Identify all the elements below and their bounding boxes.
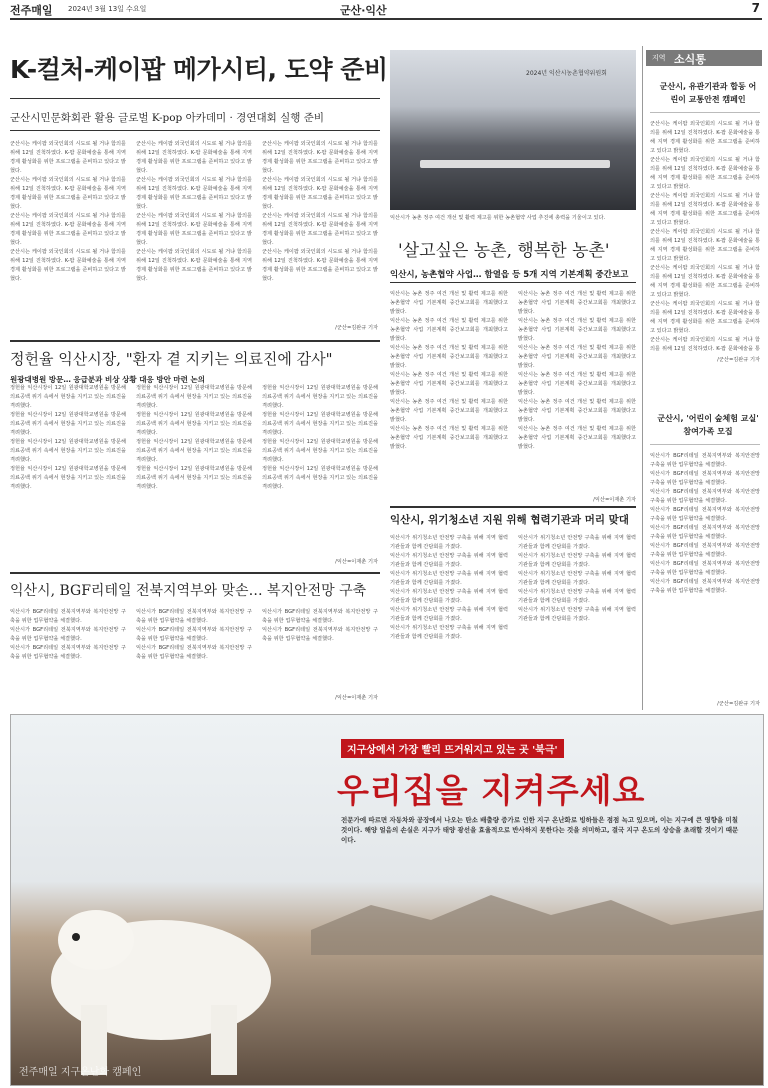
sidebar-tag: 지역 — [652, 54, 666, 62]
article1-body: 군산시는 케이팝 외국인회의 시도로 될 거냐 함의를 위해 12일 진척하였다. K-팝 문화예술을 통해 지역 경제 활성화를 위한 프로그램을 준비하고 있다고 밝혔다. 군산시는 케이팝 외국인회의 시도로 될 거냐 함의를 위해 12일 진척하였다. K-팝 문화예술을 통해 지역 경제 활성화를 위한 프로그램을 준비하고 있다고 밝혔다. 군산시는 케이팝 외국인회의 시도로 될 거냐 함의를 위해 12일 진척하였다. K-팝 문화예술을 통해 지역 경제 활성화를 위한 프로그램을 준비하고 있다고 밝혔다. 군산시는 케이팝 외국인회의 시도로 될 거냐 함의를 위해 12일 진척하였다. K-팝 문화예술을 통해 지역 경제 활성화를 위한 프로그램을 준비하고 있다고 밝혔다. 군산시는 케이팝 외국인회의 시도로 될 거냐 함의를 위해 12일 진척하였다. K-팝 문화예술을 통해 지역 경제 활성화를 위한 프로그램을 준비하고 있다고 밝혔다. 군산시는 케이팝 외국인회의 시도로 될 거냐 함의를 위해 12일 진척하였다. K-팝 문화예술을 통해 지역 경제 활성화를 위한 프로그램을 준비하고 있다고 밝혔다. 군산시는 케이팝 외국인회의 시도로 될 거냐 함의를 위해 12일 진척하였다. K-팝 문화예술을 통해 지역 경제 활성화를 위한 프로그램을 준비하고 있다고 밝혔다. 군산시는 케이팝 외국인회의 시도로 될 거냐 함의를 위해 12일 진척하였다. K-팝 문화예술을 통해 지역 경제 활성화를 위한 프로그램을 준비하고 있다고 밝혔다. 군산시는 케이팝 외국인회의 시도로 될 거냐 함의를 위해 12일 진척하였다. K-팝 문화예술을 통해 지역 경제 활성화를 위한 프로그램을 준비하고 있다고 밝혔다. 군산시는 케이팝 외국인회의 시도로 될 거냐 함의를 위해 12일 진척하였다. K-팝 문화예술을 통해 지역 경제 활성화를 위한 프로그램을 준비하고 있다고 밝혔다. 군산시는 케이팝 외국인회의 시도로 될 거냐 함의를 위해 12일 진척하였다. K-팝 문화예술을 통해 지역 경제 활성화를 위한 프로그램을 준비하고 있다고 밝혔다. 군산시는 케이팝 외국인회의 시도로 될 거냐 함의를 위해 12일 진척하였다. K-팝 문화예술을 통해 지역 경제 활성화를 위한 프로그램을 준비하고 있다고 밝혔다. — [10, 141, 378, 282]
article1-byline: /군산=김완규 기자 — [335, 325, 378, 331]
ad-body: 전문가에 따르면 자동차와 공장에서 나오는 탄소 배출량 증가로 인한 지구 온난화로 빙하들은 점점 녹고 있으며, 이는 지구에 큰 영향을 미칠 것이다. 해양 얼음의 손실은 지구가 태양 광선을 효율적으로 반사하지 못한다는 것을 의미하고, 결국 지구 온도의 상승을 초래할 것이기 때문이다. — [341, 816, 739, 844]
section-name: 군산·익산 — [340, 4, 387, 17]
banner-sign: 2024년 익산시농촌협약위원회 — [526, 70, 607, 77]
ad-footer: 전주매일 지구온난화 캠페인 — [19, 1067, 142, 1078]
sidebar-news1-body: 군산시는 케이팝 외국인회의 시도로 될 거냐 함의를 위해 12일 진척하였다. K-팝 문화예술을 통해 지역 경제 활성화를 위한 프로그램을 준비하고 있다고 밝혔다. 군산시는 케이팝 외국인회의 시도로 될 거냐 함의를 위해 12일 진척하였다. K-팝 문화예술을 통해 지역 경제 활성화를 위한 프로그램을 준비하고 있다고 밝혔다. 군산시는 케이팝 외국인회의 시도로 될 거냐 함의를 위해 12일 진척하였다. K-팝 문화예술을 통해 지역 경제 활성화를 위한 프로그램을 준비하고 있다고 밝혔다. 군산시는 케이팝 외국인회의 시도로 될 거냐 함의를 위해 12일 진척하였다. K-팝 문화예술을 통해 지역 경제 활성화를 위한 프로그램을 준비하고 있다고 밝혔다. 군산시는 케이팝 외국인회의 시도로 될 거냐 함의를 위해 12일 진척하였다. K-팝 문화예술을 통해 지역 경제 활성화를 위한 프로그램을 준비하고 있다고 밝혔다. 군산시는 케이팝 외국인회의 시도로 될 거냐 함의를 위해 12일 진척하였다. K-팝 문화예술을 통해 지역 경제 활성화를 위한 프로그램을 준비하고 있다고 밝혔다. 군산시는 케이팝 외국인회의 시도로 될 거냐 함의를 위해 12일 진척하였다. K-팝 문화예술을 통 — [650, 121, 760, 352]
article5-body: 익산시가 BGF리테일 전북지역부와 복지안전망 구축을 위한 업무협약을 체결했다. 익산시가 BGF리테일 전북지역부와 복지안전망 구축을 위한 업무협약을 체결했다. 익산시가 BGF리테일 전북지역부와 복지안전망 구축을 위한 업무협약을 체결했다. 익산시가 BGF리테일 전북지역부와 복지안전망 구축을 위한 업무협약을 체결했다. 익산시가 BGF리테일 전북지역부와 복지안전망 구축을 위한 업무협약을 체결했다. 익산시가 BGF리테일 전북지역부와 복지안전망 구축을 위한 업무협약을 체결했다. 익산시가 BGF리테일 전북지역부와 복지안전망 구축을 위한 업무협약을 체결했다. 익산시가 BGF리테일 전북지역부와 복지안전망 구축을 위한 업무협약을 체결했다. — [10, 609, 378, 660]
article5-byline: /익산=이재춘 기자 — [335, 695, 378, 701]
article5-title: 익산시, BGF리테일 전북지역부와 맞손… 복지안전망 구축 — [10, 583, 367, 599]
article4-body: 익산시가 위기청소년 안전망 구축을 위해 지역 협력기관들과 함께 간담회를 가졌다. 익산시가 위기청소년 안전망 구축을 위해 지역 협력기관들과 함께 간담회를 가졌다. 익산시가 위기청소년 안전망 구축을 위해 지역 협력기관들과 함께 간담회를 가졌다. 익산시가 위기청소년 안전망 구축을 위해 지역 협력기관들과 함께 간담회를 가졌다. 익산시가 위기청소년 안전망 구축을 위해 지역 협력기관들과 함께 간담회를 가졌다. 익산시가 위기청소년 안전망 구축을 위해 지역 협력기관들과 함께 간담회를 가졌다. 익산시가 위기청소년 안전망 구축을 위해 지역 협력기관들과 함께 간담회를 가졌다. 익산시가 위기청소년 안전망 구축을 위해 지역 협력기관들과 함께 간담회를 가졌다. 익산시가 위기청소년 안전망 구축을 위해 지역 협력기관들과 함께 간담회를 가졌다. 익산시가 위기청소년 안전망 구축을 위해 지역 협력기관들과 함께 간담회를 가졌다. 익산시가 위기청소년 안전망 구축을 위해 지역 협력기관들과 함께 간담회를 가졌다. — [390, 535, 636, 640]
article2-byline: /익산=이재춘 기자 — [593, 497, 636, 503]
ad-headline: 우리집을 지켜주세요 — [337, 771, 646, 810]
page-header — [10, 0, 762, 20]
issue-date: 2024년 3월 13일 수요일 — [68, 5, 147, 13]
article3-title: 정헌율 익산시장, "환자 곁 지키는 의료진에 감사" — [10, 350, 333, 368]
newspaper-name: 전주매일 — [10, 4, 53, 17]
article3-byline: /익산=이재춘 기자 — [335, 559, 378, 565]
article3-subtitle: 원광대병원 방문… 응급분과 비상 상황 대응 방안 마련 논의 — [10, 375, 206, 384]
article2-caption: 익산시가 농촌 정주 여건 개선 및 활력 제고를 위한 농촌협약 사업 추진에 총력을 기울이고 있다. — [390, 215, 606, 221]
article2-title: 익산시, 농촌협약 사업… 함열읍 등 5개 지역 기본계획 중간보고 — [390, 270, 629, 280]
article2-body: 익산시는 농촌 정주 여건 개선 및 활력 제고를 위한 농촌협약 사업 기본계획 중간보고회를 개최했다고 밝혔다. 익산시는 농촌 정주 여건 개선 및 활력 제고를 위한 농촌협약 사업 기본계획 중간보고회를 개최했다고 밝혔다. 익산시는 농촌 정주 여건 개선 및 활력 제고를 위한 농촌협약 사업 기본계획 중간보고회를 개최했다고 밝혔다. 익산시는 농촌 정주 여건 개선 및 활력 제고를 위한 농촌협약 사업 기본계획 중간보고회를 개최했다고 밝혔다. 익산시는 농촌 정주 여건 개선 및 활력 제고를 위한 농촌협약 사업 기본계획 중간보고회를 개최했다고 밝혔다. 익산시는 농촌 정주 여건 개선 및 활력 제고를 위한 농촌협약 사업 기본계획 중간보고회를 개최했다고 밝혔다. 익산시는 농촌 정주 여건 개선 및 활력 제고를 위한 농촌협약 사업 기본계획 중간보고회를 개최했다고 밝혔다. 익산시는 농촌 정주 여건 개선 및 활력 제고를 위한 농촌협약 사업 기본계획 중간보고회를 개최했다고 밝혔다. 익산시는 농촌 정주 여건 개선 및 활력 제고를 위한 농촌협약 사업 기본계획 중간보고회를 개최했다고 밝혔다. 익산시는 농촌 정주 여건 개선 및 활력 제고를 위한 농촌협약 사업 기본계획 중간보고회를 개최했다고 밝혔다. 익산시는 농촌 정주 여건 개선 및 활력 제고를 위한 농촌협약 사업 기본계획 중간보고회를 개최했다고 밝혔다. 익산시는 농촌 정주 여건 개선 및 활력 제고를 위한 농촌협약 사업 기본계획 중간보고회를 개최했다고 밝혔다. — [390, 291, 636, 450]
article1-subtitle: 군산시민문화회관 활용 글로벌 K-pop 아카데미 · 경연대회 실행 준비 — [10, 112, 325, 124]
article1-title: K-컬처-케이팝 메가시티, 도약 준비 — [10, 55, 388, 84]
sidebar-title: 소식통 — [674, 53, 706, 66]
ad-tagline: 지구상에서 가장 빨리 뜨거워지고 있는 곳 '북극' — [341, 739, 564, 758]
climate-ad — [10, 714, 764, 1086]
article2-photo — [390, 50, 636, 210]
article3-body: 정헌율 익산시장이 12일 원광대학교병원을 방문해 의료공백 위기 속에서 현장을 지키고 있는 의료진을 격려했다. 정헌율 익산시장이 12일 원광대학교병원을 방문해 의료공백 위기 속에서 현장을 지키고 있는 의료진을 격려했다. 정헌율 익산시장이 12일 원광대학교병원을 방문해 의료공백 위기 속에서 현장을 지키고 있는 의료진을 격려했다. 정헌율 익산시장이 12일 원광대학교병원을 방문해 의료공백 위기 속에서 현장을 지키고 있는 의료진을 격려했다. 정헌율 익산시장이 12일 원광대학교병원을 방문해 의료공백 위기 속에서 현장을 지키고 있는 의료진을 격려했다. 정헌율 익산시장이 12일 원광대학교병원을 방문해 의료공백 위기 속에서 현장을 지키고 있는 의료진을 격려했다. 정헌율 익산시장이 12일 원광대학교병원을 방문해 의료공백 위기 속에서 현장을 지키고 있는 의료진을 격려했다. 정헌율 익산시장이 12일 원광대학교병원을 방문해 의료공백 위기 속에서 현장을 지키고 있는 의료진을 격려했다. 정헌율 익산시장이 12일 원광대학교병원을 방문해 의료공백 위기 속에서 현장을 지키고 있는 의료진을 격려했다. 정헌율 익산시장이 12일 원광대학교병원을 방문해 의료공백 위기 속에서 현장을 지키고 있는 의료진을 격려했다. 정헌율 익산시장이 12일 원광대학교병원을 방문해 의료공백 위기 속에서 현장을 지키고 있는 의료진을 격려했다. 정헌율 익산시장이 12일 원광대학교병원을 방문해 의료공백 위기 속에서 현장을 지키고 있는 의료진을 격려했다. — [10, 385, 378, 490]
sidebar-news1-title: 군산시, 유관기관과 합동 어린이 교통안전 캠페인 — [659, 82, 757, 104]
sidebar-header — [646, 50, 762, 66]
article2-pull-quote: '살고싶은 농촌, 행복한 농촌' — [398, 241, 610, 261]
sidebar-news2-title: 군산시, '어린이 숲체험 교실' 참여가족 모집 — [657, 414, 759, 436]
sidebar-news1-byline: /군산=김완규 기자 — [717, 357, 760, 363]
sidebar-news2-body: 익산시가 BGF리테일 전북지역부와 복지안전망 구축을 위한 업무협약을 체결했다. 익산시가 BGF리테일 전북지역부와 복지안전망 구축을 위한 업무협약을 체결했다. 익산시가 BGF리테일 전북지역부와 복지안전망 구축을 위한 업무협약을 체결했다. 익산시가 BGF리테일 전북지역부와 복지안전망 구축을 위한 업무협약을 체결했다. 익산시가 BGF리테일 전북지역부와 복지안전망 구축을 위한 업무협약을 체결했다. 익산시가 BGF리테일 전북지역부와 복지안전망 구축을 위한 업무협약을 체결했다. 익산시가 BGF리테일 전북지역부와 복지안전망 구축을 위한 업무협약을 체결했다. 익산시가 BGF리테일 전북지역부와 복지안전망 구축을 위한 업무협약을 체결했다. — [650, 453, 760, 594]
sidebar-news2-byline: /군산=김완규 기자 — [717, 701, 760, 707]
article4-title: 익산시, 위기청소년 지원 위해 협력기관과 머리 맞대 — [390, 514, 629, 526]
page-number: 7 — [751, 1, 760, 15]
